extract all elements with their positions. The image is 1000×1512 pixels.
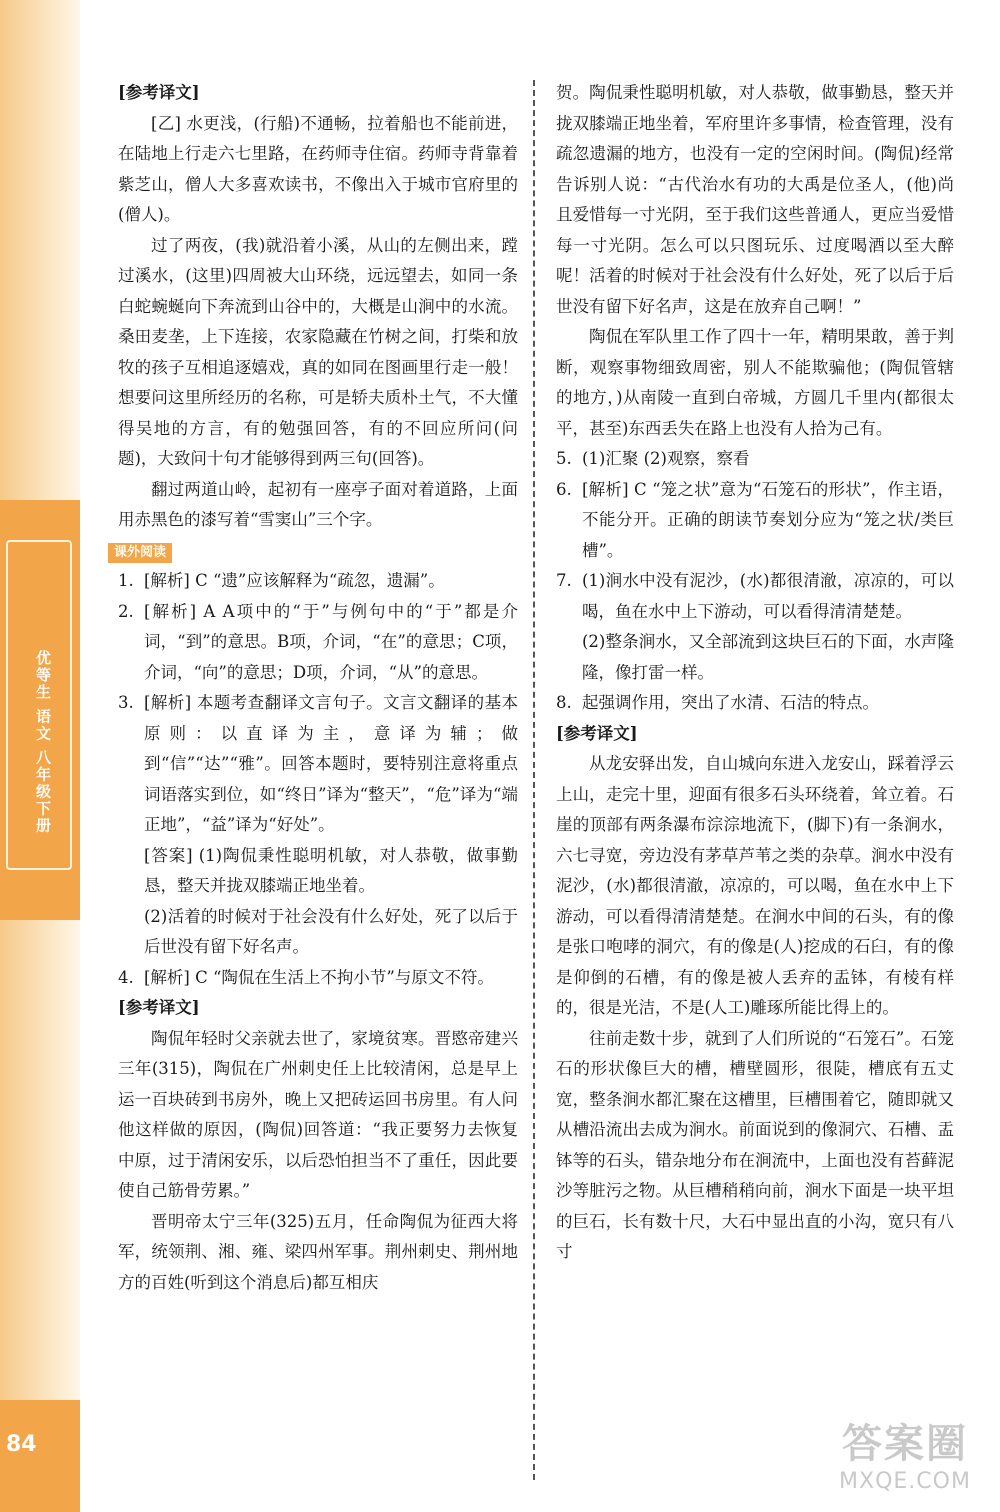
answer-item [118, 597, 518, 689]
item-number: 1. [118, 571, 134, 590]
item-number: 6. [556, 479, 572, 499]
ref-translation-heading: [参考译文] [118, 83, 200, 102]
paragraph: 陶侃在军队里工作了四十一年，精明果敢，善于判断，观察事物细致周密，别人不能欺骗他；(陶侃管辖的地方，)从南陵一直到白帝城，方圆几千里内(都很太平，甚至)东西丢失在路上也没有人拾为己有。 [556, 327, 954, 438]
section-tag: 课外阅读 [108, 543, 172, 563]
paragraph: [乙] 水更浅，(行船)不通畅，拉着船也不能前进，在陆地上行走六七里路，在药师寺住宿。药师寺背靠着紫芝山，僧人大多喜欢读书，不像出入于城市官府里的(僧人)。 [118, 113, 518, 224]
answer-item [118, 963, 518, 994]
paragraph: 晋明帝太宁三年(325)五月，任命陶侃为征西大将军，统领荆、湘、雍、梁四州军事。荆州刺史、荆州地方的百姓(听到这个消息后)都互相庆 [118, 1211, 518, 1292]
ref-translation-heading: [参考译文] [556, 723, 638, 743]
answer-item [118, 688, 518, 841]
sidebar-book-title: 优等生 语文 八年级下册 [34, 650, 52, 835]
sidebar [0, 0, 80, 1512]
item-text: [解析] A A项中的“于”与例句中的“于”都是介词，“到”的意思。B项，介词，“在”的意思；C项，介词，“向”的意思；D项，介词，“从”的意思。 [144, 601, 518, 682]
item-number: 3. [118, 693, 134, 712]
item-subtext: [答案] (1)陶侃秉性聪明机敏，对人恭敬，做事勤恳，整天并拢双膝端正地坐着。 [144, 845, 518, 895]
item-number: 8. [556, 693, 572, 712]
item-text: [解析] C “笼之状”意为“石笼石的形状”，作主语，不能分开。正确的朗读节奏划分应为“笼之状/类巨槽”。 [582, 479, 954, 560]
left-column [114, 78, 518, 1298]
answer-item [556, 444, 954, 475]
paragraph: 过了两夜，(我)就沿着小溪，从山的左侧出来，蹚过溪水，(这里)四周被大山环绕，远远望去，如同一条白蛇蜿蜒向下奔流到山谷中的，大概是山涧中的水流。桑田麦垄，上下连接，农家隐藏在竹树之间，打柴和放牧的孩子互相追逐嬉戏，真的如同在图画里行走一般！想要问这里所经历的名称，可是轿夫质朴土气，不大懂得吴地的方言，有的勉强回答，有的不回应所问(问题)，大致问十句才能够得到两三句(回答)。 [118, 235, 518, 468]
watermark-text: 答案圈 [842, 1421, 968, 1467]
paragraph: 从龙安驿出发，自山城向东进入龙安山，踩着浮云上山，走完十里，迎面有很多石头环绕着，耸立着。石崖的顶部有两条瀑布淙淙地流下，(脚下)有一条涧水，六七寻宽，旁边没有茅草芦苇之类的杂草。涧水中没有泥沙，(水)都很清澈，凉凉的，可以喝，鱼在水中上下游动，可以看得清清楚楚。在涧水中间的石头，有的像是张口咆哮的洞穴，有的像是(人)挖成的石臼，有的像是仰倒的石槽，有的像是被人丢弃的盂钵，有棱有样的，很是光洁，不是(人工)雕琢所能比得上的。 [556, 754, 954, 1017]
item-number: 5. [556, 449, 572, 468]
item-text: 起强调作用，突出了水清、石洁的特点。 [582, 693, 879, 712]
answer-item [556, 688, 954, 719]
item-number: 7. [556, 571, 572, 590]
paragraph: 贺。陶侃秉性聪明机敏，对人恭敬，做事勤恳，整天并拢双膝端正地坐着，军府里许多事情，检查管理，没有疏忽遗漏的地方，也没有一定的空闲时间。(陶侃)经常告诉别人说：“古代治水有功的大禹是位圣人，(他)尚且爱惜每一寸光阴，至于我们这些普通人，更应当爱惜每一寸光阴。怎么可以只图玩乐、过度喝酒以至大醉呢！活着的时候对于社会没有什么好处，死了以后于后世没有留下好名声，这是在放弃自己啊！” [556, 83, 954, 316]
page-number: 84 [6, 1432, 37, 1457]
item-subtext: (2)活着的时候对于社会没有什么好处，死了以后于后世没有留下好名声。 [144, 906, 518, 956]
paragraph: 翻过两道山岭，起初有一座亭子面对着道路，上面用赤黑色的漆写着“雪窦山”三个字。 [118, 479, 518, 529]
watermark-logo [820, 1420, 990, 1505]
item-text: [解析] C “陶侃在生活上不拘小节”与原文不符。 [144, 967, 494, 987]
answer-item [556, 475, 954, 567]
item-subtext: (2)整条涧水，又全部流到这块巨石的下面，水声隆隆，像打雷一样。 [582, 632, 954, 682]
item-text: [解析] 本题考查翻译文言句子。文言文翻译的基本原则：以直译为主，意译为辅；做到“信”“达”“雅”。回答本题时，要特别注意将重点词语落实到位，如“终日”译为“整天”，“危”译为“端正地”，“益”译为“好处”。 [144, 693, 518, 834]
paragraph: 陶侃年轻时父亲就去世了，家境贫寒。晋愍帝建兴三年(315)，陶侃在广州刺史任上比较清闲，总是早上运一百块砖到书房外，晚上又把砖运回书房里。有人问他这样做的原因，(陶侃)回答道：“我正要努力去恢复中原，过于清闲安乐，以后恐怕担当不了重任，因此要使自己筋骨劳累。” [118, 1028, 518, 1200]
item-text: [解析] C “遗”应该解释为“疏忽，遗漏”。 [144, 571, 445, 590]
column-divider [533, 80, 535, 1480]
item-text: (1)汇聚 (2)观察，察看 [582, 449, 750, 468]
item-number: 4. [118, 967, 134, 987]
item-text: (1)涧水中没有泥沙，(水)都很清澈，凉凉的，可以喝，鱼在水中上下游动，可以看得清清楚楚。 [582, 571, 954, 621]
right-column [556, 78, 954, 1268]
watermark-url: MXQE.COM [839, 1469, 971, 1494]
answer-item [118, 566, 518, 597]
answer-item [556, 566, 954, 627]
item-number: 2. [118, 601, 134, 621]
ref-translation-heading: [参考译文] [118, 998, 200, 1017]
paragraph: 往前走数十步，就到了人们所说的“石笼石”。石笼石的形状像巨大的槽，槽壁圆形，很陡，槽底有五丈宽，整条涧水都汇聚在这槽里，巨槽围着它，随即就又从槽沿流出去成为涧水。前面说到的像洞穴、石槽、盂钵等的石头，错杂地分布在涧流中，上面也没有苔藓泥沙等脏污之物。从巨槽稍稍向前，涧水下面是一块平坦的巨石，长有数十尺，大石中显出直的小沟，宽只有八寸 [556, 1028, 954, 1261]
